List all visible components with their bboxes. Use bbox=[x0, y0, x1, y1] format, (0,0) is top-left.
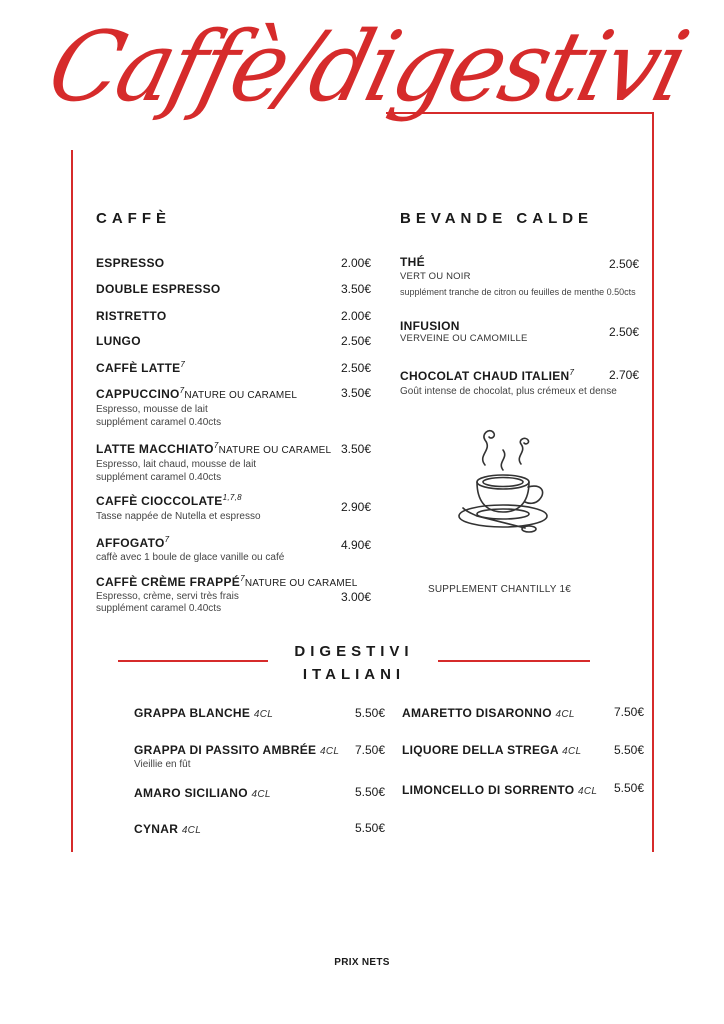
item-name: RISTRETTO bbox=[96, 309, 167, 323]
page-title: Caffè/digestivi bbox=[38, 10, 697, 123]
footer-note: PRIX NETS bbox=[334, 957, 390, 968]
item-price: 2.00€ bbox=[340, 309, 371, 323]
item-name: CAFFÈ LATTE$^7$ bbox=[96, 360, 186, 375]
frame-left-line bbox=[71, 150, 73, 852]
allergen-note: 1,7,8 bbox=[222, 493, 242, 502]
item-name: LUNGO bbox=[96, 334, 141, 348]
item-description: supplément caramel 0.40cts bbox=[96, 603, 222, 614]
item-name: GRAPPA DI PASSITO AMBRÉE 4CL bbox=[134, 743, 340, 757]
item-option: NATURE OU CARAMEL bbox=[184, 390, 298, 401]
item-option: NATURE OU CARAMEL bbox=[244, 578, 358, 589]
item-price: 3.00€ bbox=[340, 590, 371, 604]
section-heading-bevande: BEVANDE CALDE bbox=[400, 210, 594, 227]
item-price: 2.50€ bbox=[608, 325, 639, 339]
item-name: CHOCOLAT CHAUD ITALIEN$^7$ bbox=[400, 368, 575, 383]
item-name: LIQUORE DELLA STREGA 4CL bbox=[402, 743, 582, 757]
divider-left bbox=[118, 660, 268, 662]
item-name: CAPPUCCINO$^7$NATURE OU CARAMEL bbox=[96, 386, 298, 401]
item-price: 5.50€ bbox=[613, 743, 644, 757]
item-price: 2.70€ bbox=[608, 368, 639, 382]
item-volume: 4CL bbox=[578, 786, 598, 797]
frame-right-line bbox=[652, 112, 654, 852]
item-description: Vieillie en fût bbox=[134, 759, 191, 770]
item-name: LATTE MACCHIATO$^7$NATURE OU CARAMEL bbox=[96, 441, 332, 456]
item-description: supplément tranche de citron ou feuilles de menthe 0.50cts bbox=[400, 287, 636, 297]
item-price: 5.50€ bbox=[613, 781, 644, 795]
item-price: 3.50€ bbox=[340, 442, 371, 456]
section-heading-digestivi-line2: ITALIANI bbox=[302, 666, 406, 683]
item-price: 3.50€ bbox=[340, 386, 371, 400]
item-price: 2.50€ bbox=[608, 257, 639, 271]
item-price: 2.00€ bbox=[340, 256, 371, 270]
item-name: CAFFÈ CRÈME FRAPPÉ$^7$NATURE OU CARAMEL bbox=[96, 574, 358, 589]
item-price: 5.50€ bbox=[354, 706, 385, 720]
allergen-note: 7 bbox=[213, 441, 219, 450]
item-price: 5.50€ bbox=[354, 785, 385, 799]
item-description: Espresso, lait chaud, mousse de lait bbox=[96, 459, 257, 470]
divider-right bbox=[438, 660, 590, 662]
item-name: CAFFÈ CIOCCOLATE$^{1,7,8}$ bbox=[96, 493, 242, 508]
item-description: Goût intense de chocolat, plus crémeux et dense bbox=[400, 386, 617, 397]
item-name: AMARO SICILIANO 4CL bbox=[134, 786, 271, 800]
item-name: DOUBLE ESPRESSO bbox=[96, 282, 221, 296]
item-name: AMARETTO DISARONNO 4CL bbox=[402, 706, 575, 720]
item-subtitle: VERT OU NOIR bbox=[400, 271, 471, 282]
item-price: 5.50€ bbox=[354, 821, 385, 835]
item-name: THÉ bbox=[400, 255, 425, 269]
item-price: 2.50€ bbox=[340, 334, 371, 348]
item-price: 2.50€ bbox=[340, 361, 371, 375]
item-option: NATURE OU CARAMEL bbox=[218, 445, 332, 456]
section-heading-caffe: CAFFÈ bbox=[96, 210, 171, 227]
item-price: 7.50€ bbox=[613, 705, 644, 719]
supplement-note: SUPPLEMENT CHANTILLY 1€ bbox=[428, 584, 571, 595]
item-name: INFUSION bbox=[400, 319, 460, 333]
item-price: 4.90€ bbox=[340, 538, 371, 552]
allergen-note: 7 bbox=[240, 574, 245, 583]
item-volume: 4CL bbox=[319, 746, 340, 757]
item-name: ESPRESSO bbox=[96, 256, 165, 270]
item-volume: 4CL bbox=[562, 746, 582, 757]
item-description: caffè avec 1 boule de glace vanille ou café bbox=[96, 552, 285, 563]
item-volume: 4CL bbox=[181, 825, 202, 836]
item-name: AFFOGATO$^7$ bbox=[96, 535, 170, 550]
item-description: supplément caramel 0.40cts bbox=[96, 417, 222, 428]
item-name: CYNAR 4CL bbox=[134, 822, 202, 836]
item-volume: 4CL bbox=[253, 709, 274, 720]
item-description: Espresso, crème, servi très frais bbox=[96, 591, 239, 602]
item-price: 3.50€ bbox=[340, 282, 371, 296]
item-volume: 4CL bbox=[251, 789, 271, 800]
allergen-note: 7 bbox=[164, 535, 170, 544]
coffee-cup-icon bbox=[455, 420, 555, 540]
item-volume: 4CL bbox=[555, 709, 575, 720]
section-heading-digestivi: DIGESTIVI bbox=[294, 643, 414, 660]
item-description: Espresso, mousse de lait bbox=[96, 404, 208, 415]
allergen-note: 7 bbox=[179, 386, 185, 395]
item-price: 2.90€ bbox=[340, 500, 371, 514]
item-name: LIMONCELLO DI SORRENTO 4CL bbox=[402, 783, 598, 797]
allergen-note: 7 bbox=[569, 368, 575, 377]
item-description: supplément caramel 0.40cts bbox=[96, 472, 222, 483]
item-description: Tasse nappée de Nutella et espresso bbox=[96, 511, 261, 522]
allergen-note: 7 bbox=[180, 360, 186, 369]
item-name: GRAPPA BLANCHE 4CL bbox=[134, 706, 274, 720]
item-price: 7.50€ bbox=[354, 743, 385, 757]
item-subtitle: VERVEINE OU CAMOMILLE bbox=[400, 333, 528, 344]
